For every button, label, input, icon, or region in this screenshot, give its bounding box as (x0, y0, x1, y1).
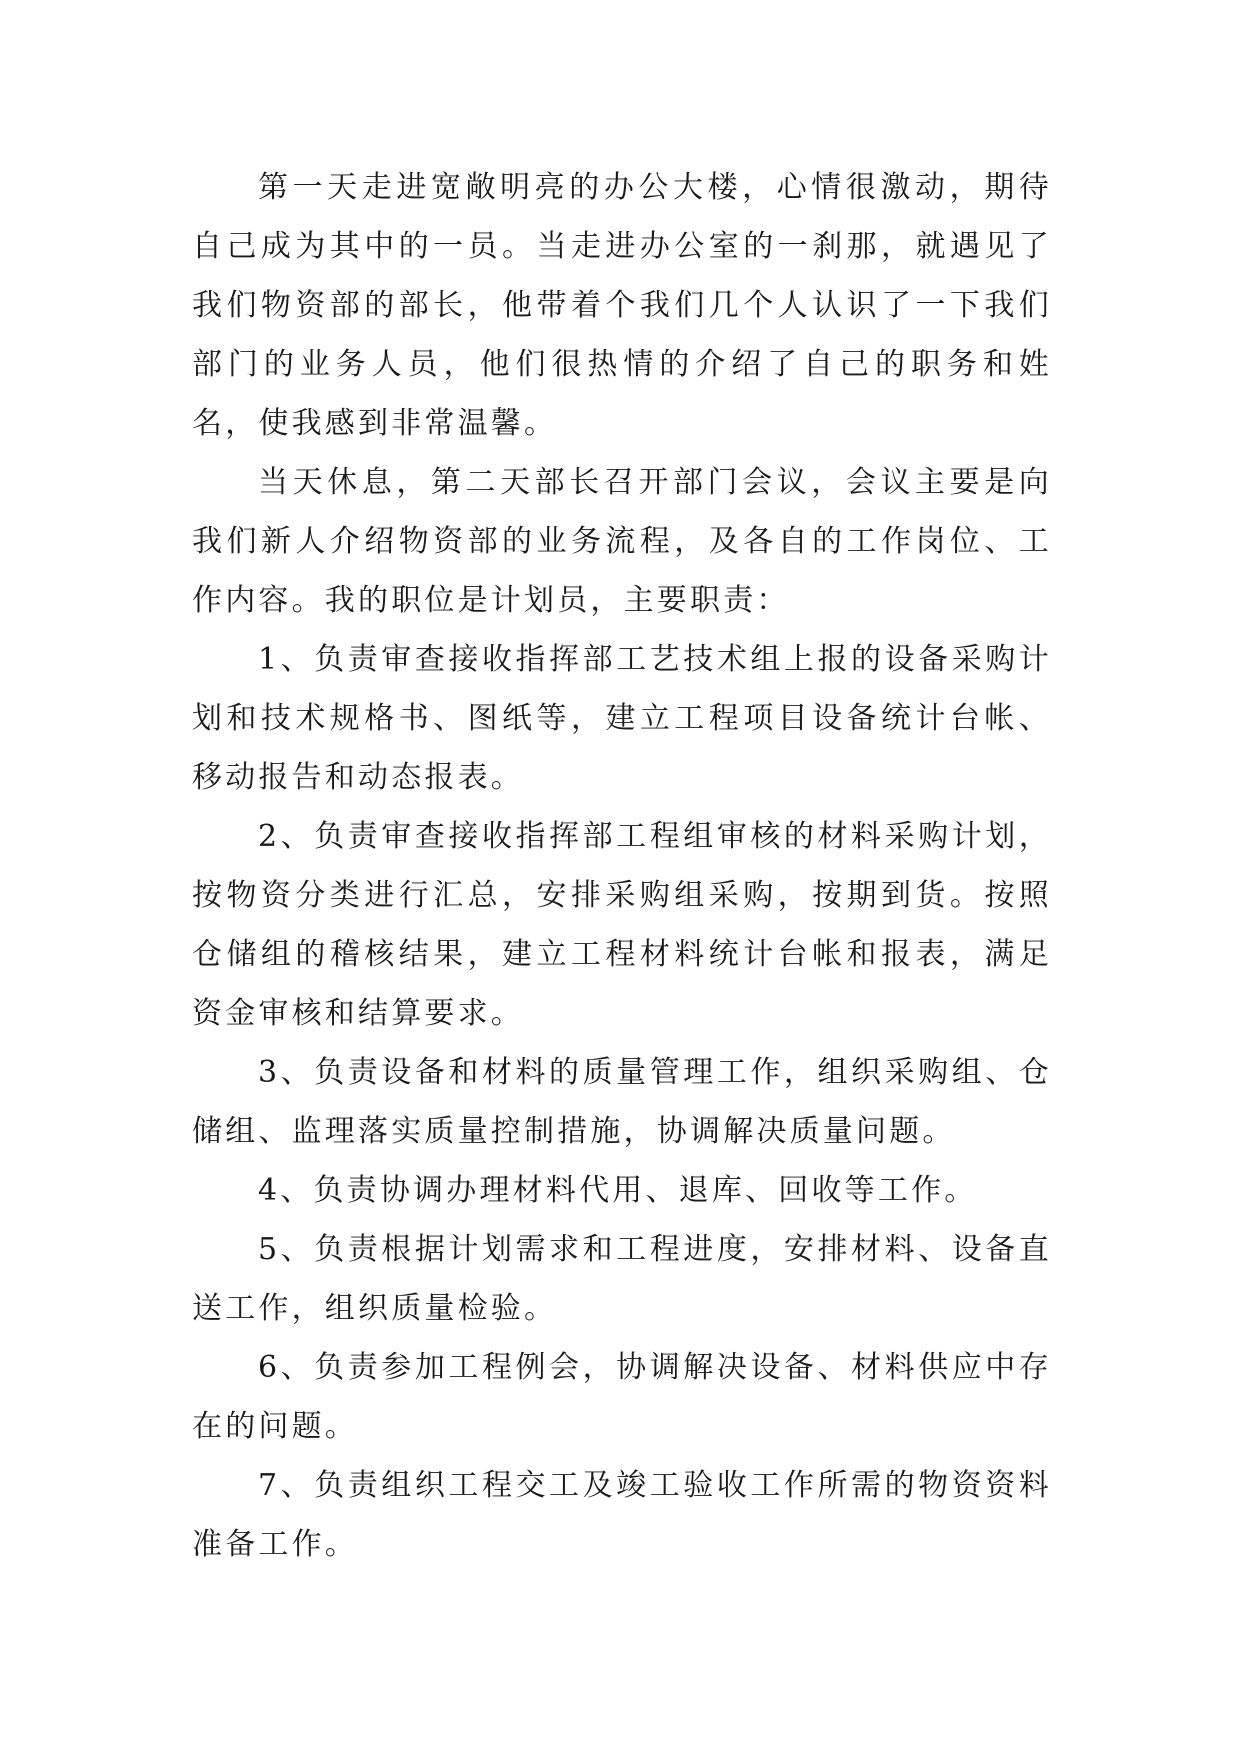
paragraph-duty-6: 6、负责参加工程例会，协调解决设备、材料供应中存在的问题。 (192, 1350, 1052, 1444)
paragraph-duty-3: 3、负责设备和材料的质量管理工作，组织采购组、仓储组、监理落实质量控制措施，协调解决质量问题。 (192, 1055, 1052, 1149)
paragraph-first-day: 第一天走进宽敞明亮的办公大楼，心情很激动，期待自己成为其中的一员。当走进办公室的一刹那，就遇见了我们物资部的部长，他带着个我们几个人认识了一下我们部门的业务人员，他们很热情的介绍了自己的职务和姓名，使我感到非常温馨。 (192, 170, 1052, 441)
paragraph-duty-4: 4、负责协调办理材料代用、退库、回收等工作。 (258, 1173, 978, 1208)
paragraph-duty-1: 1、负责审查接收指挥部工艺技术组上报的设备采购计划和技术规格书、图纸等，建立工程项目设备统计台帐、移动报告和动态报表。 (192, 642, 1052, 795)
document-body (192, 158, 1052, 1574)
paragraph-duty-7: 7、负责组织工程交工及竣工验收工作所需的物资资料准备工作。 (192, 1468, 1052, 1562)
paragraph-duty-5: 5、负责根据计划需求和工程进度，安排材料、设备直送工作，组织质量检验。 (192, 1232, 1052, 1326)
paragraph-duty-2: 2、负责审查接收指挥部工程组审核的材料采购计划，按物资分类进行汇总，安排采购组采购，按期到货。按照仓储组的稽核结果，建立工程材料统计台帐和报表，满足资金审核和结算要求。 (192, 819, 1052, 1031)
paragraph-department-meeting: 当天休息，第二天部长召开部门会议，会议主要是向我们新人介绍物资部的业务流程，及各自的工作岗位、工作内容。我的职位是计划员，主要职责： (192, 465, 1052, 618)
